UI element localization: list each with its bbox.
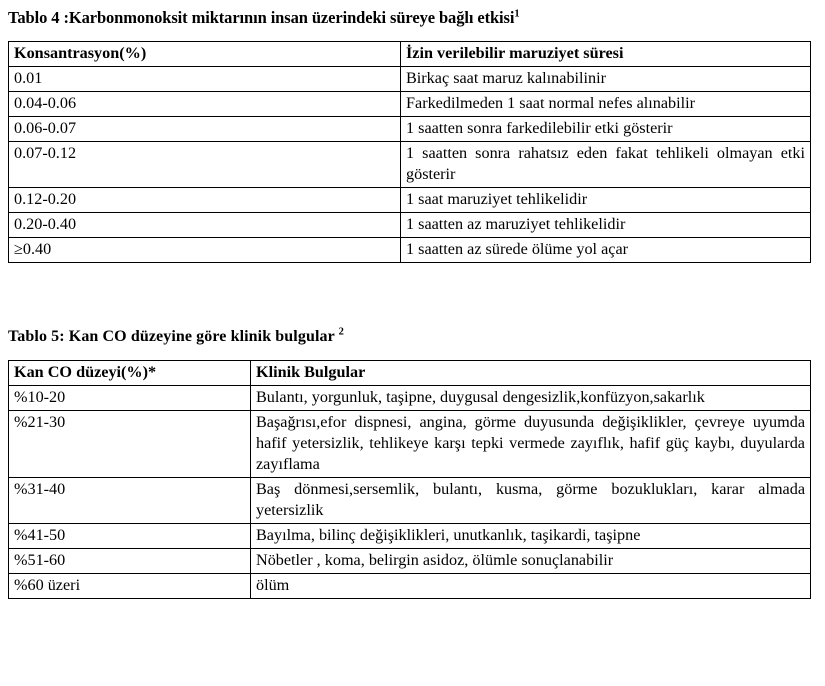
table4-cell-concentration: 0.07-0.12 — [9, 142, 401, 188]
table-row — [9, 188, 811, 213]
table4-cell-concentration: 0.12-0.20 — [9, 188, 401, 213]
table5-cell-findings: Bulantı, yorgunluk, taşipne, duygusal dengesizlik,konfüzyon,sakarlık — [251, 386, 811, 411]
table5-cell-level: %51-60 — [9, 549, 251, 574]
table4-cell-concentration: 0.20-0.40 — [9, 213, 401, 238]
table5-header-row — [9, 361, 811, 386]
table5-title-superscript: 2 — [338, 326, 344, 338]
table-row — [9, 386, 811, 411]
spacer-title4 — [8, 28, 817, 41]
table4 — [8, 41, 811, 263]
table5-body — [9, 386, 811, 599]
table4-cell-concentration: 0.01 — [9, 67, 401, 92]
table5-cell-findings: Baş dönmesi,sersemlik, bulantı, kusma, görme bozuklukları, karar almada yetersizlik — [251, 478, 811, 524]
table4-header-konsantrasyon: Konsantrasyon(%) — [9, 42, 401, 67]
table4-header-maruziyet: İzin verilebilir maruziyet süresi — [401, 42, 811, 67]
table4-cell-concentration: 0.04-0.06 — [9, 92, 401, 117]
table-row — [9, 411, 811, 478]
table4-cell-duration: Farkedilmeden 1 saat normal nefes alınabilir — [401, 92, 811, 117]
table-row — [9, 574, 811, 599]
table4-cell-duration: Birkaç saat maruz kalınabilinir — [401, 67, 811, 92]
table-row — [9, 478, 811, 524]
spacer-between-tables — [8, 263, 817, 327]
table4-cell-duration: 1 saatten sonra rahatsız eden fakat tehlikeli olmayan etki gösterir — [401, 142, 811, 188]
table4-title — [8, 0, 817, 28]
table5-cell-findings: Başağrısı,efor dispnesi, angina, görme duyusunda değişiklikler, çevreye uyumda hafif yetersizlik, tehlikeye karşı tepki vermede zayıflık, hafif güç kaybı, duyularda zayıflama — [251, 411, 811, 478]
table-row — [9, 549, 811, 574]
table5-cell-level: %10-20 — [9, 386, 251, 411]
table-row — [9, 92, 811, 117]
table5-header-kan-co-duzeyi: Kan CO düzeyi(%)* — [9, 361, 251, 386]
table4-cell-duration: 1 saatten az maruziyet tehlikelidir — [401, 213, 811, 238]
table5-title-text: Tablo 5: Kan CO düzeyine göre klinik bulgular — [8, 328, 339, 345]
table5-title — [8, 327, 817, 347]
table4-title-superscript: 1 — [514, 8, 520, 20]
table4-cell-duration: 1 saatten sonra farkedilebilir etki gösterir — [401, 117, 811, 142]
table5-cell-level: %21-30 — [9, 411, 251, 478]
table4-cell-duration: 1 saat maruziyet tehlikelidir — [401, 188, 811, 213]
table4-header-row — [9, 42, 811, 67]
table5-cell-level: %31-40 — [9, 478, 251, 524]
table5 — [8, 360, 811, 599]
table-row — [9, 142, 811, 188]
spacer-title5 — [8, 347, 817, 360]
table-row — [9, 238, 811, 263]
table5-cell-findings: ölüm — [251, 574, 811, 599]
table-row — [9, 524, 811, 549]
table4-cell-duration: 1 saatten az sürede ölüme yol açar — [401, 238, 811, 263]
table5-cell-findings: Nöbetler , koma, belirgin asidoz, ölümle sonuçlanabilir — [251, 549, 811, 574]
table-row — [9, 117, 811, 142]
table5-cell-level: %60 üzeri — [9, 574, 251, 599]
table4-title-text: Tablo 4 :Karbonmonoksit miktarının insan üzerindeki süreye bağlı etkisi — [8, 8, 515, 27]
table5-header-klinik-bulgular: Klinik Bulgular — [251, 361, 811, 386]
table-row — [9, 67, 811, 92]
table4-cell-concentration: 0.06-0.07 — [9, 117, 401, 142]
table-row — [9, 213, 811, 238]
table4-body — [9, 67, 811, 263]
table5-cell-level: %41-50 — [9, 524, 251, 549]
table4-cell-concentration: ≥0.40 — [9, 238, 401, 263]
table5-cell-findings: Bayılma, bilinç değişiklikleri, unutkanlık, taşikardi, taşipne — [251, 524, 811, 549]
